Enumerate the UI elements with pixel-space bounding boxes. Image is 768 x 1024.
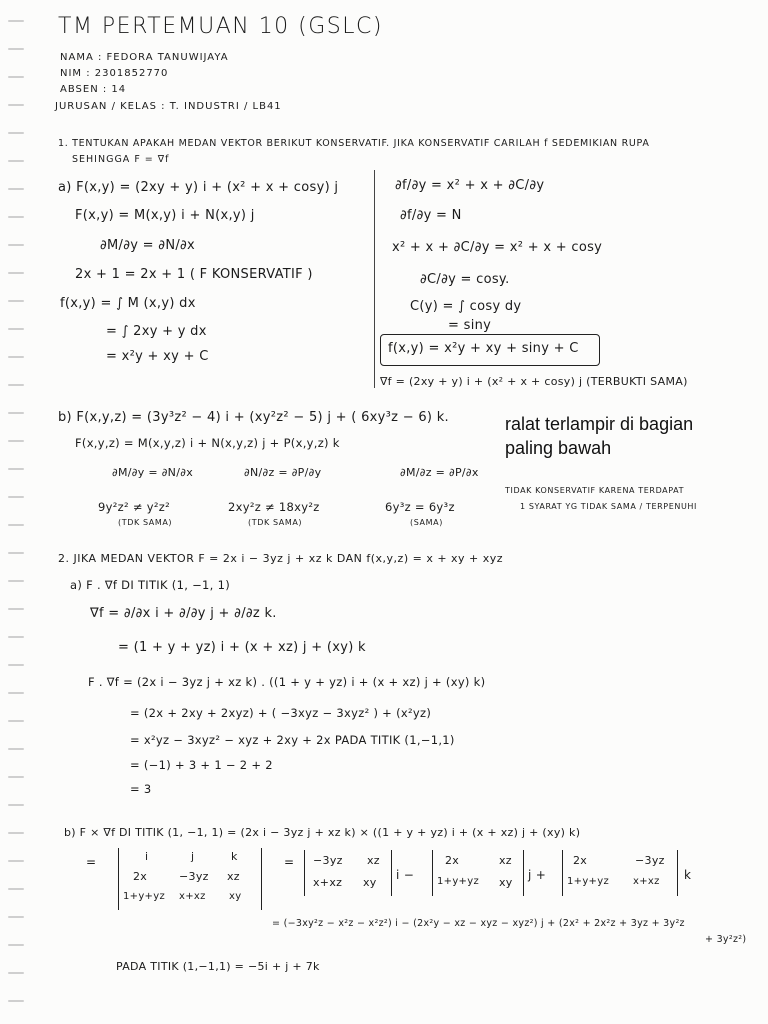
ring-mark bbox=[8, 440, 24, 442]
det-cell: −3yz bbox=[635, 854, 665, 867]
det-cell: −3yz bbox=[313, 854, 343, 867]
correction-note: paling bawah bbox=[505, 438, 612, 458]
q2-prompt: 2. JIKA MEDAN VEKTOR F = 2x i − 3yz j + xz k DAN f(x,y,z) = x + xy + xyz bbox=[58, 552, 504, 565]
q1a-line: = ∫ 2xy + y dx bbox=[106, 324, 207, 339]
ring-mark bbox=[8, 580, 24, 582]
ring-mark bbox=[8, 300, 24, 302]
student-name: NAMA : FEDORA TANUWIJAYA bbox=[60, 52, 229, 63]
ring-mark bbox=[8, 692, 24, 694]
ring-mark bbox=[8, 1000, 24, 1002]
q1b-check-val: 6y³z = 6y³z bbox=[385, 500, 455, 514]
q2a-line: = 3 bbox=[130, 782, 152, 796]
q1b-check-val: 9y²z² ≠ y²z² bbox=[98, 500, 170, 514]
q1a-result: f(x,y) = x²y + xy + siny + C bbox=[388, 341, 579, 356]
q1b-check-val: 2xy²z ≠ 18xy²z bbox=[228, 500, 320, 514]
det-cell: xz bbox=[227, 870, 240, 883]
ring-mark bbox=[8, 748, 24, 750]
q1a-right-line: ∂C/∂y = cosy. bbox=[420, 272, 510, 287]
q1a-right-line: x² + x + ∂C/∂y = x² + x + cosy bbox=[392, 240, 603, 255]
det-op: = bbox=[86, 855, 97, 869]
ring-mark bbox=[8, 132, 24, 134]
det-cell: xy bbox=[363, 876, 377, 889]
ring-mark bbox=[8, 776, 24, 778]
ring-mark bbox=[8, 888, 24, 890]
q1b-check-eq: ∂M/∂y = ∂N/∂x bbox=[112, 466, 194, 479]
q1a-line: ∂M/∂y = ∂N/∂x bbox=[100, 238, 196, 253]
det-cell: 2x bbox=[445, 854, 460, 867]
det-cell: xz bbox=[499, 854, 512, 867]
det-cell: 2x bbox=[133, 870, 148, 883]
ring-mark bbox=[8, 524, 24, 526]
ring-mark bbox=[8, 972, 24, 974]
det-cell: xy bbox=[499, 876, 513, 889]
q1b-check-eq: ∂M/∂z = ∂P/∂x bbox=[400, 466, 479, 479]
ring-mark bbox=[8, 216, 24, 218]
ring-mark bbox=[8, 496, 24, 498]
ring-mark bbox=[8, 664, 24, 666]
ring-mark bbox=[8, 272, 24, 274]
det-cell: 2x bbox=[573, 854, 588, 867]
ring-mark bbox=[8, 468, 24, 470]
determinant-j bbox=[432, 850, 524, 896]
ring-mark bbox=[8, 76, 24, 78]
ring-mark bbox=[8, 104, 24, 106]
determinant-i bbox=[304, 850, 392, 896]
q1-prompt-line2: SEHINGGA F = ∇f bbox=[72, 154, 170, 165]
ring-mark bbox=[8, 160, 24, 162]
det-cell: k bbox=[231, 850, 238, 863]
q1a-line: = x²y + xy + C bbox=[106, 349, 209, 364]
det-cell: 1+y+yz bbox=[437, 876, 480, 887]
q2b-result: PADA TITIK (1,−1,1) = −5i + j + 7k bbox=[116, 960, 320, 973]
q1a-line: a) F(x,y) = (2xy + y) i + (x² + x + cosy) j bbox=[58, 180, 339, 195]
det-cell: x+xz bbox=[633, 876, 660, 887]
q1a-line: f(x,y) = ∫ M (x,y) dx bbox=[60, 296, 196, 311]
ring-mark bbox=[8, 48, 24, 50]
ring-mark bbox=[8, 244, 24, 246]
ring-mark bbox=[8, 804, 24, 806]
det-cell: j bbox=[191, 850, 195, 863]
q2a-line: ∇f = ∂/∂x i + ∂/∂y j + ∂/∂z k. bbox=[90, 606, 277, 621]
q2a-line: a) F . ∇f DI TITIK (1, −1, 1) bbox=[70, 578, 230, 592]
ring-mark bbox=[8, 552, 24, 554]
q2a-line: F . ∇f = (2x i − 3yz j + xz k) . ((1 + y + yz) i + (x + xz) j + (xy) k) bbox=[88, 675, 486, 689]
q2b-line: = (−3xy²z − x²z − x²z²) i − (2x²y − xz − xyz − xyz²) j + (2x² + 2x²z + 3yz + 3y²z bbox=[272, 918, 685, 929]
q1b-conclusion: TIDAK KONSERVATIF KARENA TERDAPAT bbox=[505, 486, 685, 495]
det-op: j + bbox=[528, 868, 547, 882]
q1a-line: F(x,y) = M(x,y) i + N(x,y) j bbox=[75, 208, 255, 223]
notebook-binding bbox=[0, 0, 30, 1024]
q1a-right-line: C(y) = ∫ cosy dy bbox=[410, 299, 522, 314]
ring-mark bbox=[8, 916, 24, 918]
ring-mark bbox=[8, 944, 24, 946]
q2b-line: + 3y²z²) bbox=[705, 934, 747, 945]
det-cell: xy bbox=[229, 891, 242, 902]
determinant-main bbox=[118, 848, 262, 910]
ring-mark bbox=[8, 356, 24, 358]
det-cell: xz bbox=[367, 854, 380, 867]
ring-mark bbox=[8, 188, 24, 190]
page-title: TM PERTEMUAN 10 (GSLC) bbox=[58, 14, 383, 39]
ring-mark bbox=[8, 608, 24, 610]
ring-mark bbox=[8, 412, 24, 414]
column-divider bbox=[374, 170, 375, 388]
q1b-check-note: (TDK SAMA) bbox=[118, 518, 173, 527]
q1a-right-line: = siny bbox=[448, 318, 492, 333]
q2a-line: = (−1) + 3 + 1 − 2 + 2 bbox=[130, 758, 273, 772]
q1b-line: F(x,y,z) = M(x,y,z) i + N(x,y,z) j + P(x,y,z) k bbox=[75, 436, 340, 450]
ring-mark bbox=[8, 20, 24, 22]
determinant-k bbox=[562, 850, 678, 896]
q1b-check-note: (TDK SAMA) bbox=[248, 518, 303, 527]
q1-prompt-line1: 1. TENTUKAN APAKAH MEDAN VEKTOR BERIKUT KONSERVATIF. JIKA KONSERVATIF CARILAH f SEDEMIKIAN RUPA bbox=[58, 138, 650, 149]
det-cell: 1+y+yz bbox=[567, 876, 610, 887]
q1b-line: b) F(x,y,z) = (3y³z² − 4) i + (xy²z² − 5) j + ( 6xy³z − 6) k. bbox=[58, 410, 449, 425]
student-id: NIM : 2301852770 bbox=[60, 68, 169, 79]
q1b-conclusion: 1 SYARAT YG TIDAK SAMA / TERPENUHI bbox=[520, 502, 697, 511]
det-op: k bbox=[684, 868, 692, 882]
det-op: = bbox=[284, 855, 295, 869]
q2a-line: = x²yz − 3xyz² − xyz + 2xy + 2x PADA TITIK (1,−1,1) bbox=[130, 733, 455, 747]
det-cell: i bbox=[145, 850, 149, 863]
q1a-line: 2x + 1 = 2x + 1 ( F KONSERVATIF ) bbox=[75, 267, 313, 282]
det-op: i − bbox=[396, 868, 415, 882]
det-cell: 1+y+yz bbox=[123, 891, 166, 902]
det-cell: x+xz bbox=[313, 876, 343, 889]
attendance-number: ABSEN : 14 bbox=[60, 84, 127, 95]
ring-mark bbox=[8, 720, 24, 722]
ring-mark bbox=[8, 832, 24, 834]
q1a-verification: ∇f = (2xy + y) i + (x² + x + cosy) j (TERBUKTI SAMA) bbox=[380, 375, 688, 388]
ring-mark bbox=[8, 636, 24, 638]
q1a-right-line: ∂f/∂y = N bbox=[400, 208, 462, 223]
major-class: JURUSAN / KELAS : T. INDUSTRI / LB41 bbox=[55, 101, 282, 112]
ring-mark bbox=[8, 328, 24, 330]
ring-mark bbox=[8, 860, 24, 862]
q1a-right-line: ∂f/∂y = x² + x + ∂C/∂y bbox=[395, 178, 545, 193]
q2a-line: = (1 + y + yz) i + (x + xz) j + (xy) k bbox=[118, 640, 366, 655]
q2a-line: = (2x + 2xy + 2xyz) + ( −3xyz − 3xyz² ) + (x²yz) bbox=[130, 706, 432, 720]
det-cell: −3yz bbox=[179, 870, 209, 883]
det-cell: x+xz bbox=[179, 891, 206, 902]
q1b-check-note: (SAMA) bbox=[410, 518, 443, 527]
q2b-line: b) F × ∇f DI TITIK (1, −1, 1) = (2x i − 3yz j + xz k) × ((1 + y + yz) i + (x + xz) j + (xy) k) bbox=[64, 826, 581, 839]
ring-mark bbox=[8, 384, 24, 386]
q1b-check-eq: ∂N/∂z = ∂P/∂y bbox=[244, 466, 322, 479]
correction-note: ralat terlampir di bagian bbox=[505, 414, 694, 434]
